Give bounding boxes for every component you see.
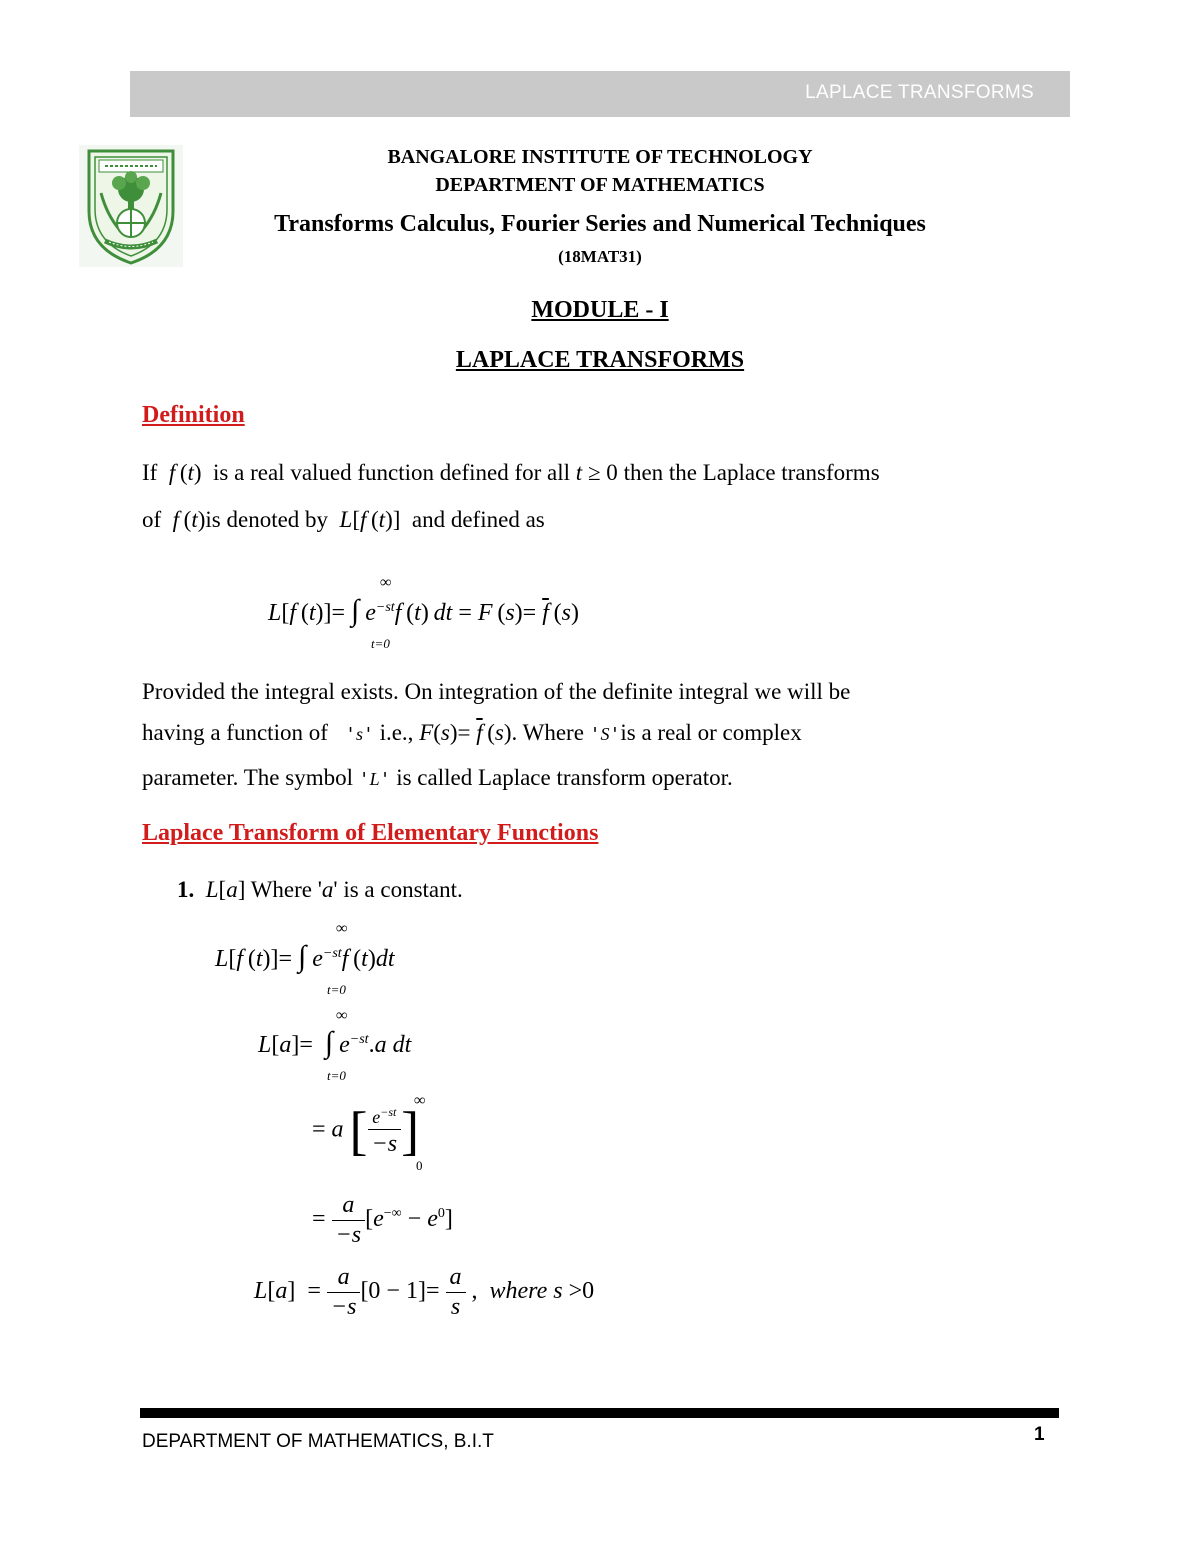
running-header-title: LAPLACE TRANSFORMS <box>805 82 1034 103</box>
department-name: DEPARTMENT OF MATHEMATICS <box>435 174 765 196</box>
equation-1-upper-limit: ∞ <box>336 920 348 937</box>
equation-line-4: = $\frac{a}{-s}$ $[e^{-\infty} - e^0]$ <box>312 1192 453 1248</box>
footer-rule <box>140 1408 1059 1418</box>
definition-line-2: of f (t)is denoted by L[f (t)] and defined as <box>142 507 545 532</box>
definition-line-1: If f (t) is a real valued function defined for all t ≥ 0 then the Laplace transforms <box>142 460 880 485</box>
course-code: (18MAT31) <box>558 247 642 266</box>
equation-3-lower-limit: 0 <box>416 1158 423 1173</box>
equation-3-upper-limit: ∞ <box>414 1092 426 1109</box>
equation-2-lower-limit: t=0 <box>327 1068 346 1083</box>
equation-line-3: = a [ $\frac{e^{-st}}{-s}$ ] <box>312 1101 420 1161</box>
definition-equation: L[f (t)]= ∫ $e^{-st}f$ (t) dt = F $(s)= \overline{f}$ (s) <box>268 594 580 627</box>
running-header <box>130 71 1070 117</box>
provided-line-3: parameter. The symbol 'L' is called Laplace transform operator. <box>142 765 733 790</box>
definition-lower-limit: t=0 <box>371 636 390 651</box>
equation-line-2: L[a]= ∫ $e^{-st}.a$ dt <box>258 1026 412 1059</box>
chapter-title: LAPLACE TRANSFORMS <box>455 347 745 373</box>
institution-name: BANGALORE INSTITUTE OF TECHNOLOGY <box>387 146 813 168</box>
equation-line-1: L[f (t)]= ∫ $e^{-st}f$ (t)dt <box>215 940 395 973</box>
definition-heading: Definition <box>142 402 245 428</box>
footer-department: DEPARTMENT OF MATHEMATICS, B.I.T <box>142 1431 494 1452</box>
provided-line-1: Provided the integral exists. On integration of the definite integral we will be <box>142 679 851 704</box>
page-number: 1 <box>1034 1424 1045 1445</box>
equation-2-upper-limit: ∞ <box>336 1007 348 1024</box>
elementary-item-1: 1. L[a] Where 'a' is a constant. <box>177 877 463 902</box>
equation-line-5: L[a] = $\frac{a}{-s}$ [0 − 1]= $\frac{a}{s}$ , where s >0 <box>254 1264 595 1320</box>
definition-upper-limit: ∞ <box>380 574 392 591</box>
provided-line-2: having a function of 's' i.e., $F(s)= \overline{f}$ (s). Where 'S'is a real or complex <box>142 720 802 745</box>
module-title: MODULE - I <box>531 297 669 323</box>
course-title: Transforms Calculus, Fourier Series and Numerical Techniques <box>274 211 926 237</box>
elementary-heading: Laplace Transform of Elementary Functions <box>142 820 599 846</box>
equation-1-lower-limit: t=0 <box>327 982 346 997</box>
